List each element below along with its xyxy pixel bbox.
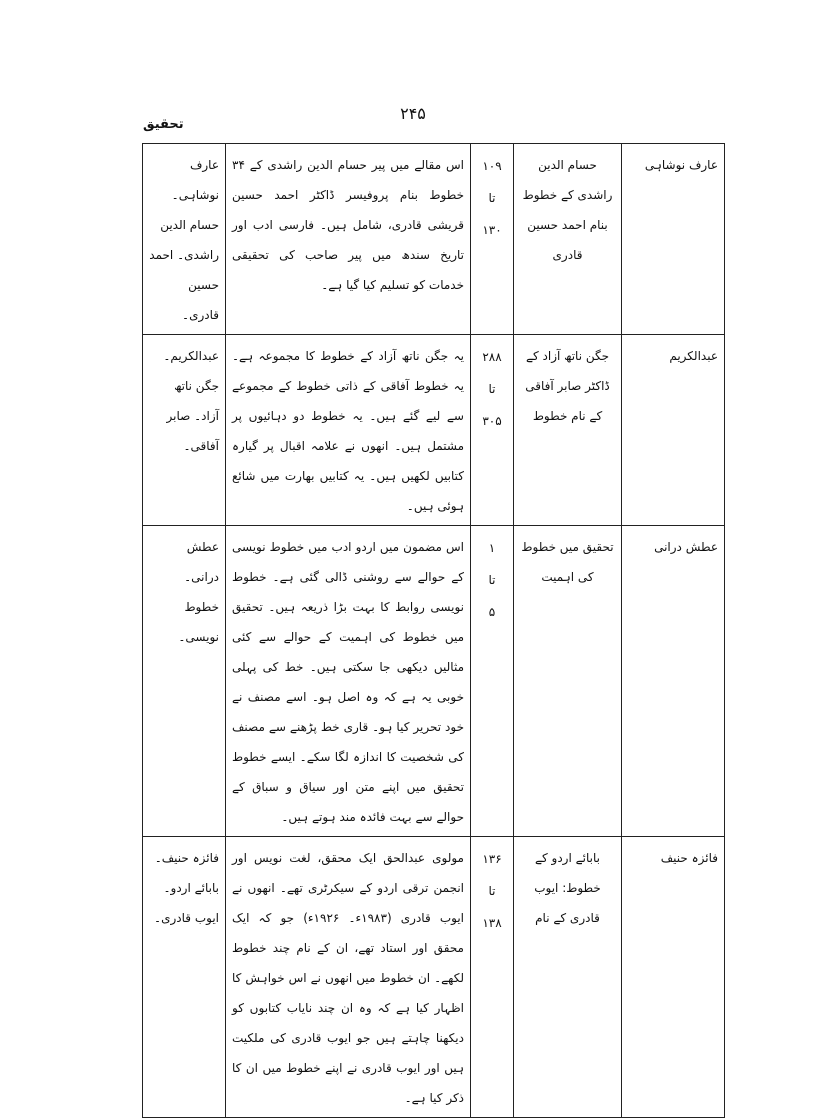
page-sep: تا xyxy=(488,191,496,205)
running-head: تحقیق xyxy=(143,117,184,132)
table-row xyxy=(143,837,725,1118)
pages-cell xyxy=(471,144,514,335)
author-cell xyxy=(622,144,725,335)
keywords-cell: عارف نوشاہی۔ حسام الدین راشدی۔ احمد حسین قادری۔ xyxy=(143,144,226,335)
table-row xyxy=(143,335,725,526)
pages-cell xyxy=(471,526,514,837)
title-cell xyxy=(514,144,622,335)
article-title: حسام الدین راشدی کے خطوط بنام احمد حسین قادری xyxy=(522,158,613,262)
page-number: ۲۴۵ xyxy=(400,104,426,123)
description-cell: اس مضمون میں اردو ادب میں خطوط نویسی کے حوالے سے روشنی ڈالی گئی ہے۔ خطوط نویسی روابط کا بہت بڑا ذریعہ ہیں۔ تحقیق میں خطوط کی اہمیت کے حوالے سے کئی مثالیں دیکھی جا سکتی ہیں۔ خط کی پہلی خوبی یہ ہے کہ وہ اصل ہو۔ اسے مصنف نے خود تحریر کیا ہو۔ قاری خط پڑھنے سے مصنف کی شخصیت کا اندازہ لگا سکے۔ ایسے خطوط تحقیق میں اپنے متن اور سیاق و سباق کے حوالے سے بہت فائدہ مند ہوتے ہیں۔ xyxy=(226,526,471,837)
pages-cell xyxy=(471,837,514,1118)
pages-cell xyxy=(471,335,514,526)
keywords-cell: فائزہ حنیف۔ بابائے اردو۔ ایوب قادری۔ xyxy=(143,837,226,1118)
page-sep: تا xyxy=(488,573,496,587)
table-row xyxy=(143,526,725,837)
title-cell xyxy=(514,837,622,1118)
keywords-cell: عبدالکریم۔ جگن ناتھ آزاد۔ صابر آفاقی۔ xyxy=(143,335,226,526)
article-title: جگن ناتھ آزاد کے ڈاکٹر صابر آفاقی کے نام خطوط xyxy=(525,349,610,423)
title-cell xyxy=(514,335,622,526)
page-start: ۱۰۹ xyxy=(482,159,502,173)
article-title: تحقیق میں خطوط کی اہمیت xyxy=(521,540,614,584)
page-sep: تا xyxy=(488,884,496,898)
page-start: ۲۸۸ xyxy=(482,350,502,364)
page-start: ۱۳۶ xyxy=(482,852,502,866)
title-cell xyxy=(514,526,622,837)
description-cell: اس مقالے میں پیر حسام الدین راشدی کے ۳۴ خطوط بنام پروفیسر ڈاکٹر احمد حسین قریشی قادری، شامل ہیں۔ فارسی ادب اور تاریخ سندھ میں پیر صاحب کی تحقیقی خدمات کو تسلیم کیا گیا ہے۔ xyxy=(226,144,471,335)
keywords-cell: عطش درانی۔ خطوط نویسی۔ xyxy=(143,526,226,837)
page-end: ۱۳۰ xyxy=(482,223,502,237)
page-end: ۵ xyxy=(488,605,496,619)
bibliography-table xyxy=(142,143,725,1118)
page-sep: تا xyxy=(488,382,496,396)
page-start: ۱ xyxy=(488,541,496,555)
table-row xyxy=(143,144,725,335)
description-cell: مولوی عبدالحق ایک محقق، لغت نویس اور انجمن ترقی اردو کے سیکرٹری تھے۔ انھوں نے ایوب قادری (۱۹۸۳ء۔ ۱۹۲۶ء) جو کہ ایک محقق اور استاد تھے، ان کے نام چند خطوط لکھے۔ ان خطوط میں انھوں نے اس خواہش کا اظہار کیا ہے کہ وہ ان چند نایاب کتابوں کو دیکھنا چاہتے ہیں جو ایوب قادری کی ملکیت ہیں اور ایوب قادری نے اپنے خطوط میں ان کا ذکر کیا ہے۔ xyxy=(226,837,471,1118)
page-end: ۳۰۵ xyxy=(482,414,502,428)
author-name: عارف نوشاہی xyxy=(644,158,718,172)
description-cell: یہ جگن ناتھ آزاد کے خطوط کا مجموعہ ہے۔ یہ خطوط آفاقی کے ذاتی خطوط کے مجموعے سے لیے گئے ہیں۔ یہ خطوط دو دہائیوں پر مشتمل ہیں۔ انھوں نے علامہ اقبال پر گیارہ کتابیں لکھیں ہیں۔ یہ کتابیں بھارت میں شائع ہوئی ہیں۔ xyxy=(226,335,471,526)
author-cell xyxy=(622,837,725,1118)
page-end: ۱۳۸ xyxy=(482,916,502,930)
author-name: فائزہ حنیف xyxy=(660,851,718,865)
author-name: عبدالکریم xyxy=(669,349,718,363)
author-name: عطش درانی xyxy=(654,540,718,554)
article-title: بابائے اردو کے خطوط: ایوب قادری کے نام xyxy=(534,851,601,925)
author-cell xyxy=(622,526,725,837)
author-cell xyxy=(622,335,725,526)
